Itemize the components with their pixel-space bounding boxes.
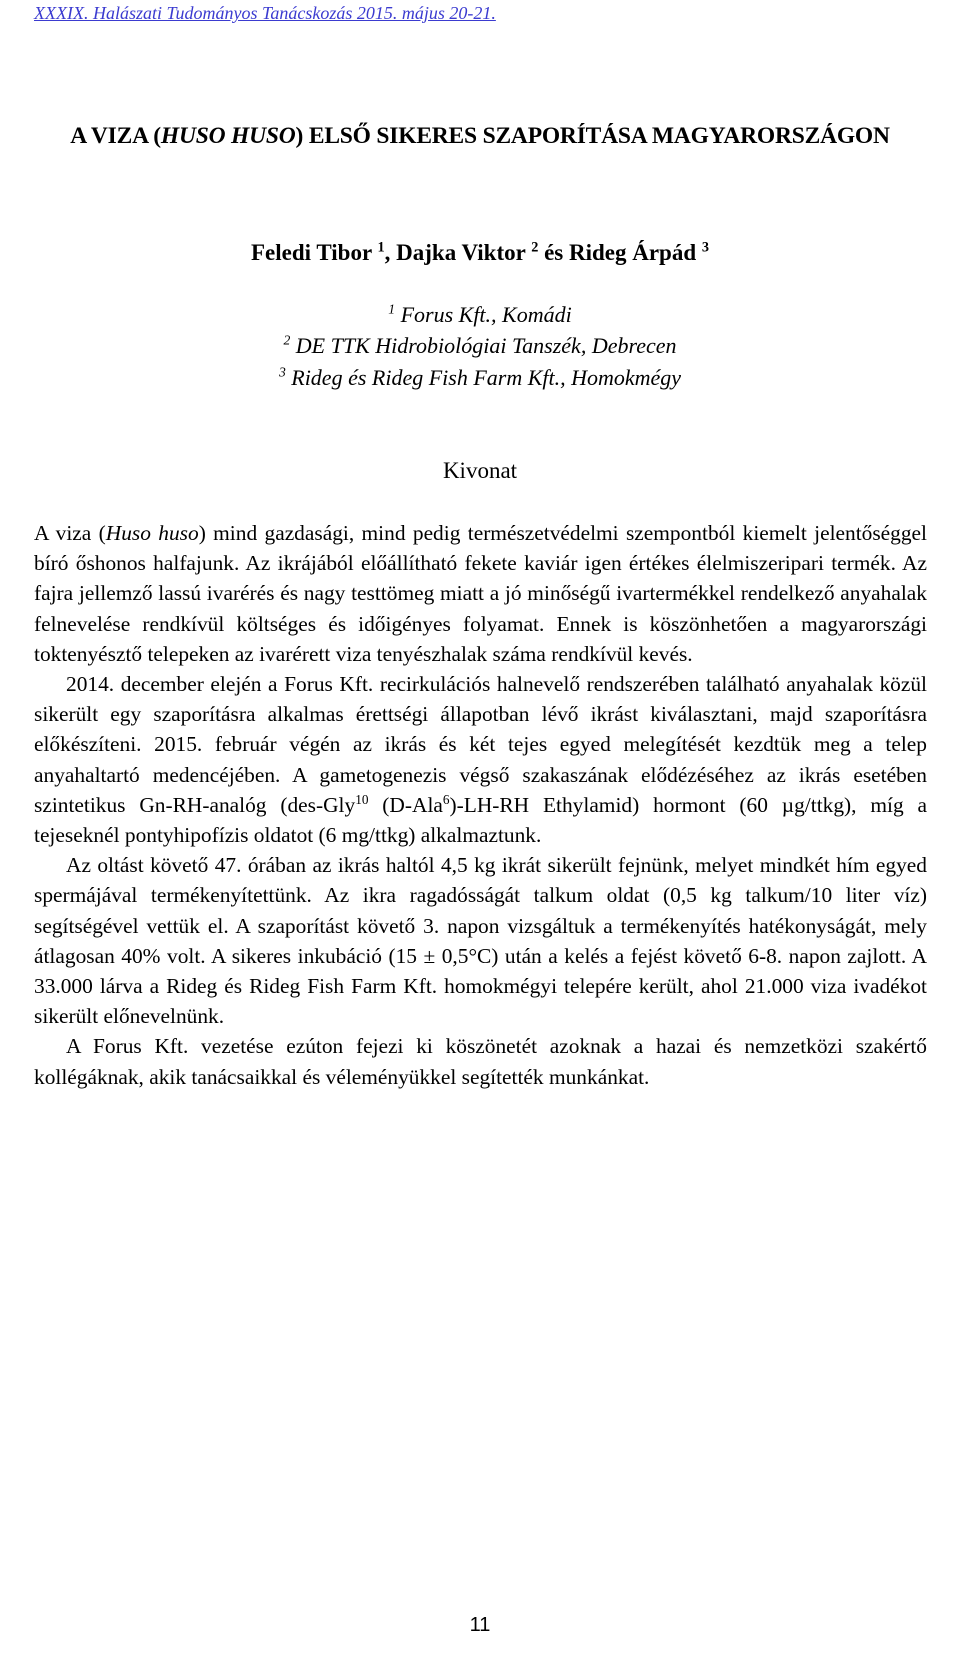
abstract-body — [34, 518, 927, 1092]
affiliation-2 — [0, 333, 960, 359]
affiliation-3 — [0, 365, 960, 391]
author-2-sup: 2 — [531, 239, 539, 256]
abstract-heading: Kivonat — [442, 458, 518, 483]
affiliation-3-sup: 3 — [278, 364, 286, 380]
p2-text-b: (D-Ala — [368, 792, 443, 817]
paragraph-4: A Forus Kft. vezetése ezúton fejezi ki köszönetét azoknak a hazai és nemzetközi szakértő kollégáknak, akik tanácsaikkal és véleményükkel segítették munkánkat. — [34, 1034, 927, 1089]
running-header[interactable]: XXXIX. Halászati Tudományos Tanácskozás 2015. május 20-21. — [34, 3, 496, 23]
p1-text-b: ) mind gazdasági, mind pedig természetvédelmi szempontból kiemelt jelentőséggel bíró őshonos halfajunk. Az ikrájából előállítható fekete kaviár igen értékes élelmiszeripari termék. Az fajra jellemző lassú ivarérés és nagy testtömeg miatt a jó minőségű ivartermékkel rendelkező anyahalak felnevelése rendkívül költséges és időigényes folyamat. Ennek is köszönhetően a magyarországi toktenyésztő telepeken az ivarérett viza tenyészhalak száma rendkívül kevés. — [34, 521, 927, 666]
affiliation-1 — [0, 302, 960, 328]
title-post: ) ELSŐ SIKERES SZAPORÍTÁSA MAGYARORSZÁGON — [295, 123, 890, 149]
affiliation-2-text: DE TTK Hidrobiológiai Tanszék, Debrecen — [290, 333, 677, 358]
paragraph-2 — [34, 669, 927, 850]
author-1: Feledi Tibor — [250, 240, 378, 265]
p1-italic: Huso huso — [105, 521, 199, 545]
p2-sup-1: 10 — [355, 791, 369, 807]
paragraph-1 — [34, 518, 927, 669]
affiliation-3-text: Rideg és Rideg Fish Farm Kft., Homokmégy — [285, 365, 682, 390]
author-2: , Dajka Viktor — [384, 240, 532, 265]
p2-text-a: 2014. december elején a Forus Kft. recirkulációs halnevelő rendszerében található anyahalak közül sikerült egy szaporításra alkalmas érettségi állapotban lévő ikrást kiválasztani, majd szaporításra előkészíteni. 2015. február végén az ikrás és két tejes egyed melegítését kezdtük meg a telep anyahaltartó medencéjében. A gametogenezis végső szakaszának elődézéséhez az ikrás esetében szintetikus Gn-RH-analóg (des-Gly — [34, 672, 927, 817]
p2-text-c: )-LH-RH Ethylamid) hormont (60 µg/ttkg), míg a tejeseknél pontyhipofízis oldatot (6 mg/ttkg) alkalmaztunk. — [34, 792, 927, 848]
p1-text-a: A viza ( — [34, 521, 106, 545]
paragraph-3: Az oltást követő 47. órában az ikrás haltól 4,5 kg ikrát sikerült fejnünk, melyet mindkét hím egyed spermájával termékenyítettünk. Az ikra ragadósságát talkum oldat (0,5 kg talkum/10 liter víz) segítségével vettük el. A szaporítást követő 3. napon vizsgáltuk a termékenyítés hatékonyságát, mely átlagosan 40% volt. A sikeres inkubáció (15 ± 0,5°C) után a kelés a fejést követő 6-8. napon zajlott. A 33.000 lárva a Rideg és Rideg Fish Farm Kft. homokmégyi telepére került, ahol 21.000 viza ivadékot sikerült előnevelnünk. — [34, 853, 927, 1029]
p2-sup-2: 6 — [442, 791, 450, 807]
affiliation-1-text: Forus Kft., Komádi — [395, 302, 572, 327]
paper-title — [0, 123, 960, 150]
title-italic: HUSO HUSO — [160, 123, 296, 149]
title-pre: A VIZA ( — [70, 123, 161, 149]
page-number: 11 — [469, 1614, 491, 1636]
author-3-sup: 3 — [701, 239, 709, 256]
author-1-sup: 1 — [377, 239, 385, 256]
affiliation-1-sup: 1 — [388, 301, 396, 317]
author-line — [0, 240, 960, 266]
author-3: és Rideg Árpád — [538, 240, 702, 265]
affiliation-2-sup: 2 — [283, 332, 291, 348]
